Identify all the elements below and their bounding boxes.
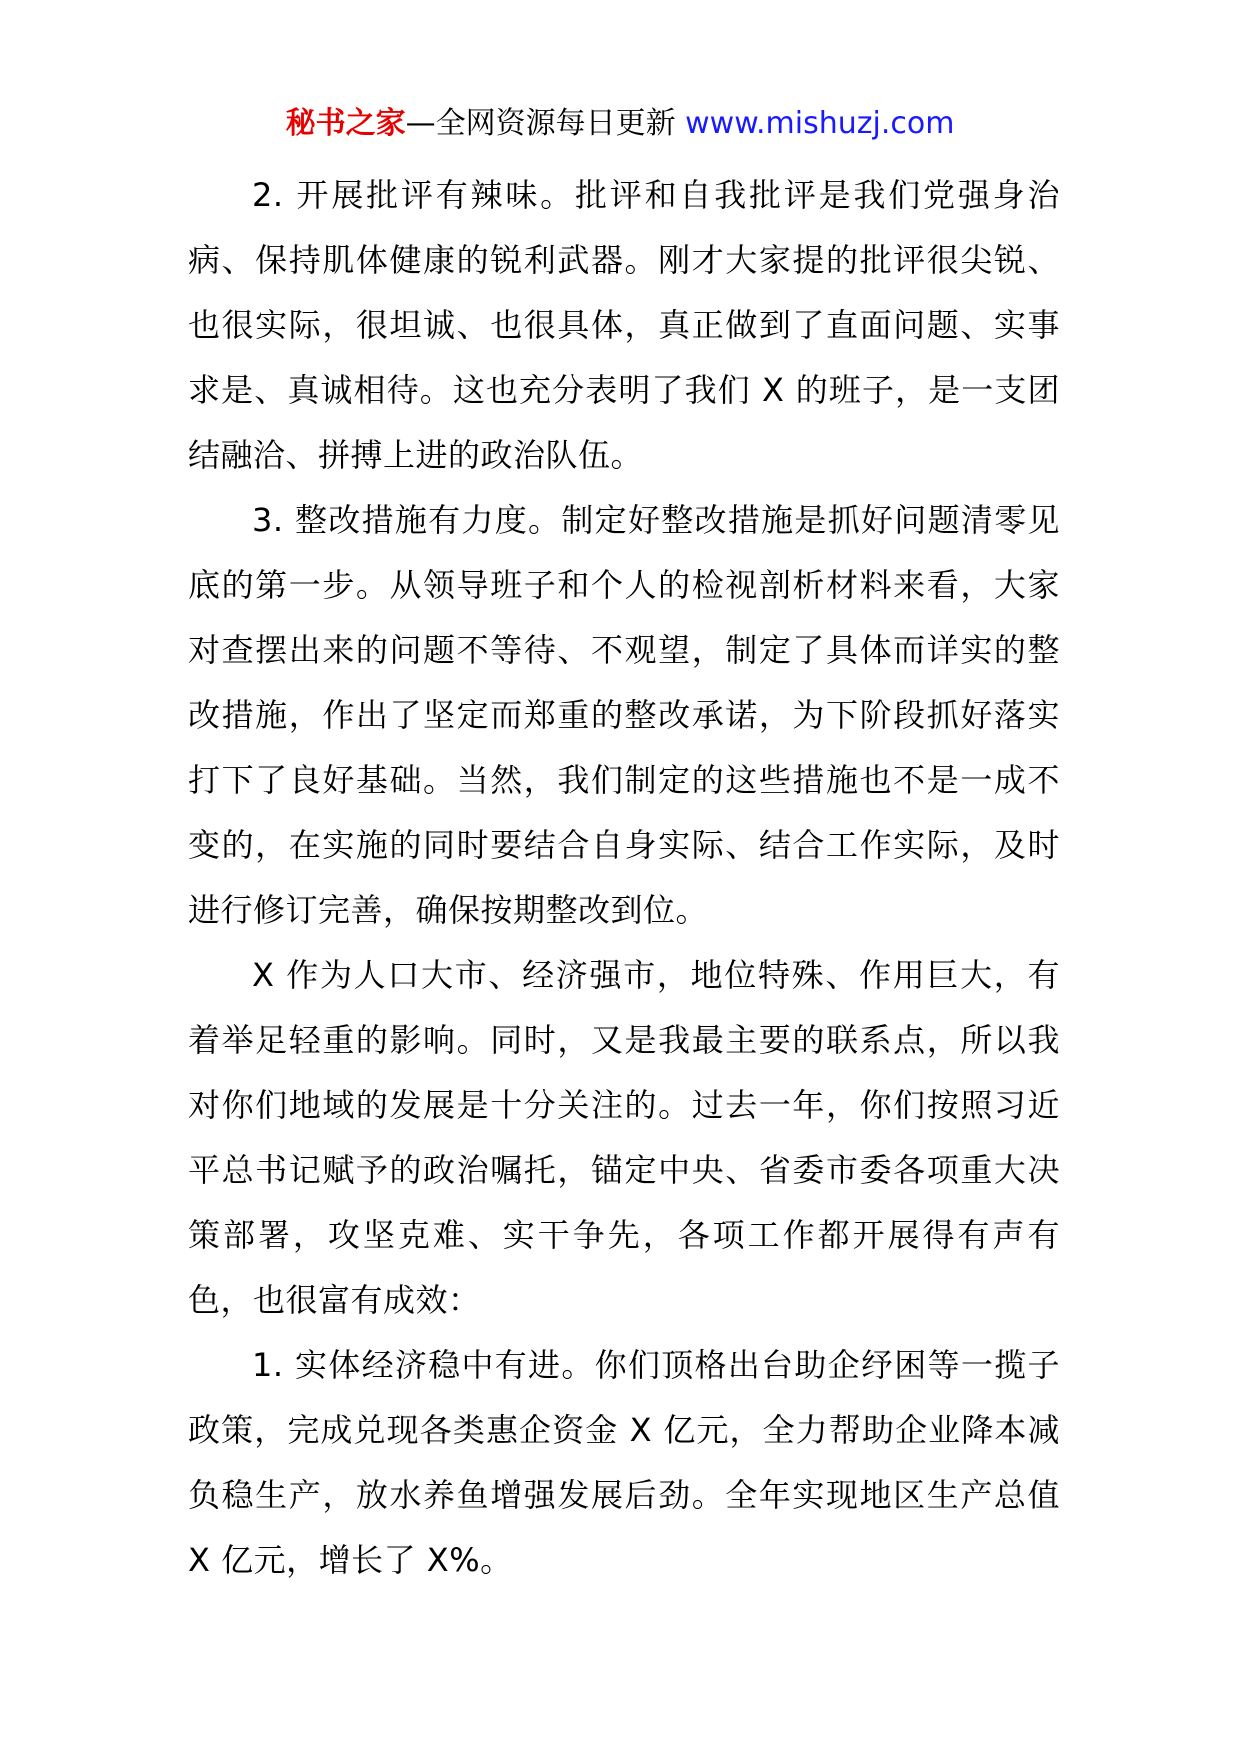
brand-name: 秘书之家: [285, 106, 406, 141]
paragraph-economy: 1. 实体经济稳中有进。你们顶格出台助企纾困等一揽子政策，完成兑现各类惠企资金 X 亿元，全力帮助企业降本减负稳生产，放水养鱼增强发展后劲。全年实现地区生产总值 X 亿元，增长了 X%。: [188, 1346, 1060, 1579]
header-slogan: —全网资源每日更新: [405, 106, 686, 141]
paragraph-criticism: 2. 开展批评有辣味。批评和自我批评是我们党强身治病、保持肌体健康的锐利武器。刚才大家提的批评很尖锐、也很实际，很坦诚、也很具体，真正做到了直面问题、实事求是、真诚相待。这也充分表明了我们 X 的班子，是一支团结融洽、拼搏上进的政治队伍。: [188, 176, 1060, 474]
site-url-link[interactable]: www.mishuzj.com: [685, 106, 955, 141]
paragraph-rectification: 3. 整改措施有力度。制定好整改措施是抓好问题清零见底的第一步。从领导班子和个人的检视剖析材料来看，大家对查摆出来的问题不等待、不观望，制定了具体而详实的整改措施，作出了坚定而郑重的整改承诺，为下阶段抓好落实打下了良好基础。当然，我们制定的这些措施也不是一成不变的，在实施的同时要结合自身实际、结合工作实际，及时进行修订完善，确保按期整改到位。: [188, 501, 1060, 929]
document-body: [188, 163, 1060, 1593]
page-header: [0, 100, 1240, 148]
paragraph-city-overview: X 作为人口大市、经济强市，地位特殊、作用巨大，有着举足轻重的影响。同时，又是我最主要的联系点，所以我对你们地域的发展是十分关注的。过去一年，你们按照习近平总书记赋予的政治嘱托，锚定中央、省委市委各项重大决策部署，攻坚克难、实干争先，各项工作都开展得有声有色，也很富有成效：: [188, 956, 1060, 1319]
